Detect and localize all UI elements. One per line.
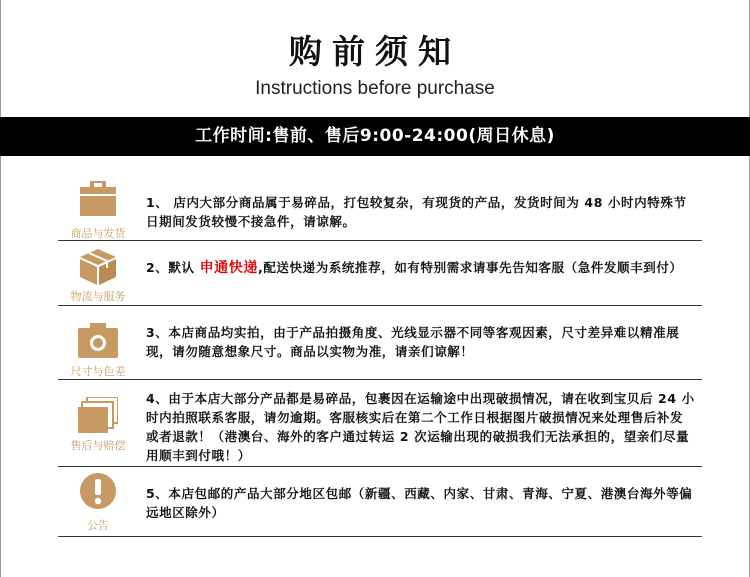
notice-item-logistics <box>58 240 702 306</box>
notice-item-size <box>58 305 702 380</box>
notice-label: 物流与服务 <box>70 290 126 303</box>
notice-icon-cell <box>60 305 136 379</box>
notice-text-part: 2、默认 <box>146 260 200 275</box>
courier-highlight: 申通快递 <box>199 260 258 276</box>
notice-icon-cell <box>60 240 136 305</box>
stack-icon <box>78 397 118 435</box>
exclamation-icon <box>78 472 118 510</box>
notice-icon-cell <box>60 175 136 240</box>
page-title: 购前须知 <box>289 32 461 71</box>
notice-item-shipping <box>58 175 702 241</box>
notice-label: 公告 <box>87 519 109 532</box>
notice-label: 售后与赔偿 <box>70 439 126 452</box>
notice-item-announcement <box>58 466 702 537</box>
notice-icon-cell <box>60 379 136 466</box>
notice-text: 5、本店包邮的产品大部分地区包邮（新疆、西藏、内家、甘肃、青海、宁夏、港澳台海外等偏远地区除外） <box>146 486 693 520</box>
notice-text <box>146 258 696 278</box>
notice-label: 尺寸与色差 <box>70 365 126 378</box>
notice-text-part: ,配送快递为系统推荐，如有特别需求请事先告知客服（急件发顺丰到付） <box>257 260 683 275</box>
notice-text: 1、 店内大部分商品属于易碎品，打包较复杂，有现货的产品，发货时间为 48 小时内特殊节日期间发货较慢不接急件，请谅解。 <box>146 195 687 229</box>
page-subtitle: Instructions before purchase <box>255 78 495 99</box>
notice-text: 4、由于本店大部分产品都是易碎品，包裹因在运输途中出现破损情况，请在收到宝贝后 24 小时内拍照联系客服，请勿逾期。客服核实后在第二个工作日根据图片破损情况来处理售后补发或者退款！（港澳台、海外的客户通过转运 2 次运输出现的破损我们无法承担的，望亲们尽量用顺丰到付哦！） <box>146 391 695 463</box>
box-icon <box>78 181 118 219</box>
notice-item-aftersales <box>58 379 702 467</box>
working-hours-banner: 工作时间:售前、售后9:00-24:00(周日休息) <box>0 117 750 156</box>
notice-icon-cell <box>60 466 136 536</box>
camera-icon <box>78 322 118 360</box>
cube-icon <box>78 248 118 286</box>
notice-label: 商品与发货 <box>70 227 126 240</box>
notice-text: 3、本店商品均实拍，由于产品拍摄角度、光线显示器不同等客观因素，尺寸差异难以精准展现，请勿随意想象尺寸。商品以实物为准，请亲们谅解！ <box>146 325 680 359</box>
